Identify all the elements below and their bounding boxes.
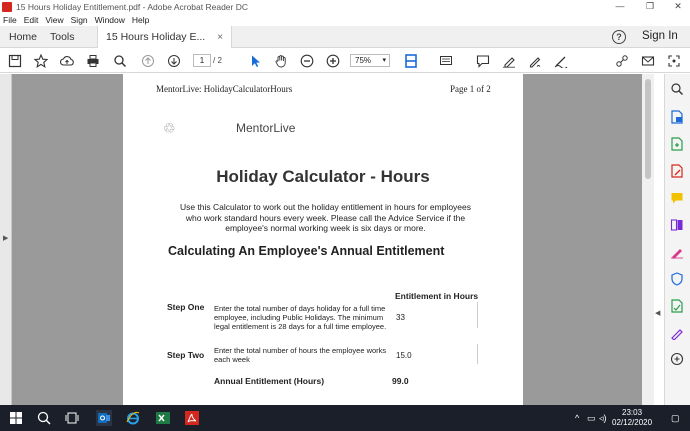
search-icon[interactable]: [112, 53, 128, 69]
comment-tool-icon[interactable]: [670, 191, 684, 205]
previous-page-icon[interactable]: [140, 53, 156, 69]
volume-icon[interactable]: ◃): [599, 413, 607, 423]
toolbar: [0, 49, 690, 73]
bookmark-star-icon[interactable]: [33, 53, 49, 69]
next-page-icon[interactable]: [166, 53, 182, 69]
expand-left-panel-icon[interactable]: ▶: [3, 235, 9, 242]
menu-bar: [0, 13, 690, 26]
menu-view[interactable]: View: [45, 14, 64, 25]
step-two-text: Enter the total number of hours the employee works each week: [214, 346, 387, 364]
chevron-down-icon: ▾: [382, 57, 386, 64]
menu-file[interactable]: File: [3, 14, 17, 25]
window-title: 15 Hours Holiday Entitlement.pdf - Adobe Acrobat Reader DC: [16, 1, 248, 12]
search-taskbar-icon[interactable]: [36, 410, 52, 426]
outlook-app-icon[interactable]: [96, 410, 112, 426]
more-tools-panel-icon[interactable]: [670, 352, 684, 366]
notifications-icon[interactable]: ▢: [671, 413, 680, 423]
windows-taskbar: [0, 405, 690, 431]
close-window-button[interactable]: ✕: [674, 1, 682, 11]
menu-window[interactable]: Window: [94, 14, 125, 25]
export-pdf-icon[interactable]: [670, 110, 684, 124]
step-one-text: Enter the total number of days holiday for a full time employee, including Public Holidays. The minimum legal entitlement is 28 days for a full time employee.: [214, 304, 387, 331]
brand-name: MentorLive: [236, 121, 296, 135]
share-link-icon[interactable]: [614, 53, 630, 69]
tab-close-icon[interactable]: ×: [217, 32, 224, 43]
zoom-search-icon[interactable]: [670, 82, 684, 96]
step-two-value[interactable]: 15.0: [396, 351, 412, 360]
organize-pages-icon[interactable]: [670, 218, 684, 232]
zoom-level-select[interactable]: [350, 54, 390, 67]
more-tools-icon[interactable]: [666, 53, 682, 69]
page-header-title: MentorLive: HolidayCalculatorHours: [156, 84, 293, 94]
right-tools-panel: [664, 74, 690, 405]
network-icon[interactable]: ▭: [587, 413, 596, 423]
read-mode-icon[interactable]: [438, 53, 454, 69]
optimize-pdf-icon[interactable]: [670, 299, 684, 313]
document-title: Holiday Calculator - Hours: [216, 167, 430, 186]
send-signature-icon[interactable]: [670, 326, 684, 340]
create-pdf-icon[interactable]: [670, 137, 684, 151]
zoom-out-icon[interactable]: [299, 53, 315, 69]
acrobat-app-icon: [2, 2, 12, 12]
page-header-number: Page 1 of 2: [450, 84, 491, 94]
draw-pencil-icon[interactable]: [527, 53, 543, 69]
column-heading: Entitlement in Hours: [395, 291, 479, 301]
task-view-icon[interactable]: [64, 410, 80, 426]
fill-and-sign-icon[interactable]: [670, 245, 684, 259]
page-layout-icon[interactable]: [403, 53, 419, 69]
minimize-button[interactable]: —: [615, 1, 625, 11]
collapse-right-panel-icon[interactable]: ◀: [655, 310, 661, 317]
fill-sign-icon[interactable]: [553, 53, 569, 69]
document-workspace[interactable]: [0, 74, 661, 405]
highlight-pen-icon[interactable]: [501, 53, 517, 69]
tab-document[interactable]: [97, 26, 232, 48]
tab-document-label: 15 Hours Holiday E...: [106, 31, 206, 43]
email-icon[interactable]: [640, 53, 656, 69]
title-bar: [0, 0, 690, 13]
step-one-value[interactable]: 33: [396, 313, 405, 322]
intro-paragraph: Use this Calculator to work out the holiday entitlement in hours for employees who work standard hours every week. Please call the Advice Service if the employee's normal working week is six days or more.: [179, 202, 472, 233]
zoom-in-icon[interactable]: [325, 53, 341, 69]
menu-help[interactable]: Help: [131, 14, 150, 25]
section-heading: Calculating An Employee's Annual Entitlement: [168, 244, 445, 258]
print-icon[interactable]: [85, 53, 101, 69]
cloud-upload-icon[interactable]: [59, 53, 75, 69]
clock-time: 23:03: [622, 408, 643, 417]
page-total: / 2: [213, 56, 222, 65]
scrollbar-thumb[interactable]: [645, 79, 651, 179]
page-number-input[interactable]: 1: [193, 54, 211, 67]
tab-home[interactable]: Home: [9, 31, 38, 43]
step-two-label: Step Two: [167, 350, 205, 360]
menu-sign[interactable]: Sign: [70, 14, 88, 25]
recycle-logo-icon: ♲: [163, 120, 176, 136]
pdf-page: [123, 74, 523, 405]
tab-tools[interactable]: Tools: [50, 31, 75, 43]
edit-pdf-icon[interactable]: [670, 164, 684, 178]
total-value: 99.0: [392, 376, 409, 386]
acrobat-taskbar-icon[interactable]: [184, 410, 200, 426]
tray-chevron-icon[interactable]: ^: [575, 413, 580, 423]
left-nav-strip[interactable]: [0, 74, 12, 405]
step-one-label: Step One: [167, 302, 205, 312]
field-border: [477, 344, 478, 364]
excel-app-icon[interactable]: [155, 410, 171, 426]
windows-start-icon[interactable]: [8, 410, 24, 426]
restore-button[interactable]: ❐: [645, 1, 655, 11]
sign-in-button[interactable]: Sign In: [642, 30, 678, 42]
system-clock[interactable]: [612, 408, 652, 428]
zoom-level-value: 75%: [355, 56, 372, 65]
tab-row: [0, 26, 690, 48]
total-label: Annual Entitlement (Hours): [214, 376, 325, 386]
hand-tool-icon[interactable]: [273, 53, 289, 69]
vertical-scrollbar[interactable]: [642, 74, 654, 405]
clock-date: 02/12/2020: [612, 418, 653, 427]
menu-edit[interactable]: Edit: [23, 14, 39, 25]
protect-shield-icon[interactable]: [670, 272, 684, 286]
field-border: [477, 302, 478, 328]
save-icon[interactable]: [7, 53, 23, 69]
help-icon[interactable]: ?: [612, 30, 626, 44]
select-cursor-icon[interactable]: [248, 53, 264, 69]
internet-explorer-icon[interactable]: [125, 410, 141, 426]
comment-icon[interactable]: [475, 53, 491, 69]
